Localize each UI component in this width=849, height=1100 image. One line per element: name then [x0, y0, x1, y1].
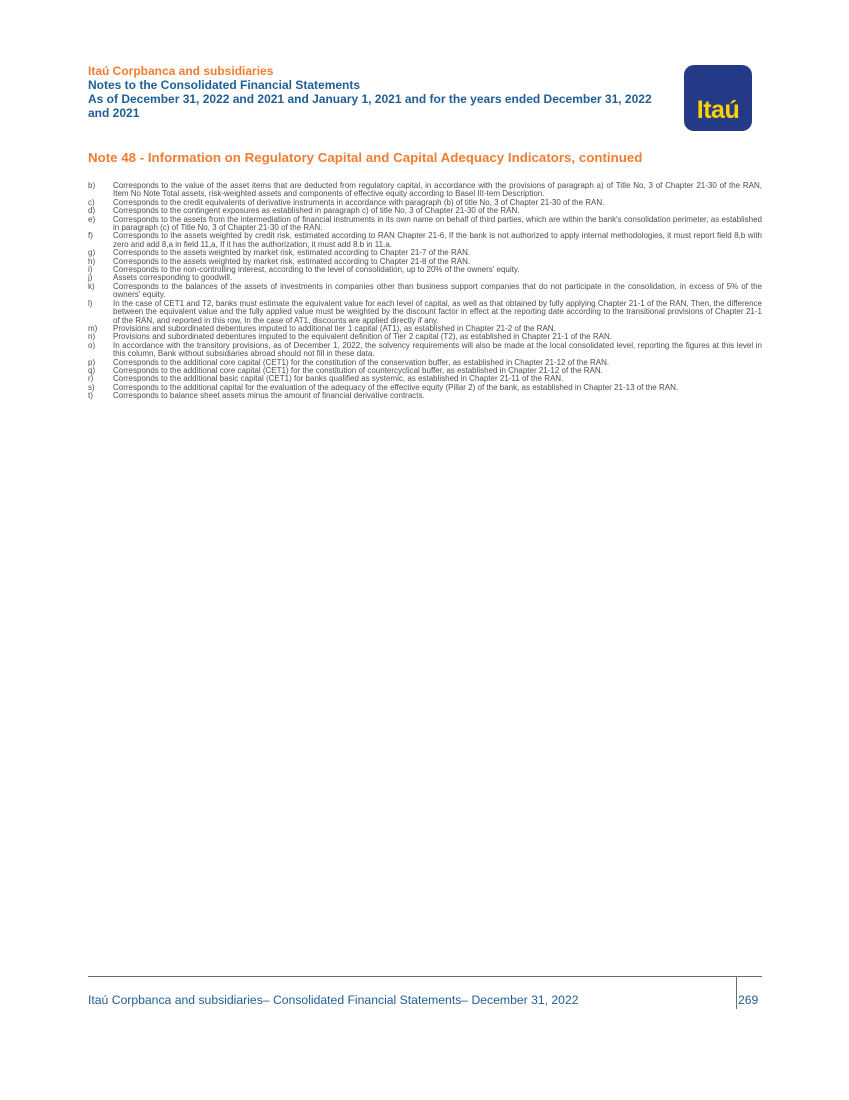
note-marker: l) — [88, 298, 93, 308]
note-text: Assets corresponding to goodwill. — [113, 273, 233, 283]
note-text: Corresponds to the value of the asset items that are deducted from regulatory capital, in accordance with the provisions of paragraph a) of Title No, 3 of Chapter 21-30 of the RAN, Item No Note Total assets, risk-weighted assets and components of effective equity according to Basel III-tem Description. — [113, 181, 762, 199]
note-text: Corresponds to the additional core capital (CET1) for the constitution of countercyclical buffer, as established in Chapter 21-12 of the RAN. — [113, 365, 603, 375]
note-marker: p) — [88, 357, 96, 367]
page-number: 269 — [738, 993, 759, 1007]
note-item — [88, 216, 762, 233]
note-text: Corresponds to the assets from the intermediation of financial instruments in its own name on behalf of third parties, which are within the bank's consolidation perimeter, as established in paragraph (c) of Title No, 3 of Chapter 21-30 of the RAN. — [113, 214, 762, 233]
logo-text: Itaú — [696, 96, 740, 124]
note-marker: f) — [88, 231, 93, 241]
note-marker: s) — [88, 382, 95, 392]
header-subtitle: Notes to the Consolidated Financial Statements — [88, 78, 361, 92]
note-marker: e) — [88, 214, 96, 224]
company-name: Itaú Corpbanca and subsidiaries — [88, 64, 274, 78]
header-period: As of December 31, 2022 and 2021 and January 1, 2021 and for the years ended December 31, 2022 — [88, 92, 652, 106]
note-marker: n) — [88, 332, 96, 342]
footer-divider — [88, 976, 762, 977]
note-item — [88, 283, 762, 300]
note-marker: m) — [88, 323, 98, 333]
note-item — [88, 232, 762, 249]
note-text: Corresponds to the contingent exposures as established in paragraph c) of title No, 3 of Chapter 21-30 of the RAN. — [113, 206, 520, 216]
note-text: Provisions and subordinated debentures imputed to the equivalent definition of Tier 2 capital (T2), as established in Chapter 21-1 of the RAN. — [113, 332, 612, 342]
note-text: Corresponds to the additional basic capital (CET1) for banks qualified as systemic, as established in Chapter 21-11 of the RAN. — [113, 374, 564, 384]
note-text: Corresponds to the assets weighted by credit risk, estimated according to RAN Chapter 21-6, If the bank is not authorized to apply internal methodologies, it must report field 8,b with zero and add 8,a in field 11,a, If it has the authorization, it must add 8.b in 11.a. — [113, 231, 762, 249]
note-marker: j) — [88, 273, 93, 283]
note-text: Corresponds to the additional core capital (CET1) for the constitution of the conservation buffer, as established in Chapter 21-12 of the RAN. — [113, 357, 610, 367]
note-text: Corresponds to balance sheet assets minus the amount of financial derivative contracts. — [113, 391, 425, 401]
note-item — [88, 392, 762, 400]
note-item — [88, 300, 762, 325]
note-marker: c) — [88, 197, 95, 207]
footer-text: Itaú Corpbanca and subsidiaries– Consolidated Financial Statements– December 31, 2022 — [88, 993, 579, 1007]
footer-page-divider — [736, 976, 737, 1009]
note-item — [88, 182, 762, 199]
note-text: In accordance with the transitory provisions, as of December 1, 2022, the solvency requirements will also be made at the local consolidated level, reporting the figures at this level in this column, Bank without subsidiaries abroad should not fill in these data. — [113, 340, 762, 359]
itau-logo — [684, 65, 752, 131]
note-marker: i) — [88, 265, 93, 275]
note-marker: b) — [88, 181, 96, 190]
note-marker: o) — [88, 340, 96, 350]
note-text: Corresponds to the non-controlling interest, according to the level of consolidation, up to 20% of the owners' equity. — [113, 265, 520, 275]
note-text: Corresponds to the balances of the assets of investments in companies other than business support companies that do not participate in the consolidation, in excess of 5% of the owners' equity. — [113, 281, 762, 300]
note-text: Provisions and subordinated debentures imputed to additional tier 1 capital (AT1), as established in Chapter 21-2 of the RAN. — [113, 323, 556, 333]
note-marker: h) — [88, 256, 96, 266]
note-text: Corresponds to the additional capital for the evaluation of the adequacy of the effective equity (Pillar 2) of the bank, as established in Chapter 21-13 of the RAN. — [113, 382, 679, 392]
note-marker: t) — [88, 391, 93, 401]
note-text: Corresponds to the assets weighted by market risk, estimated according to Chapter 21-7 of the RAN. — [113, 248, 471, 258]
note-title: Note 48 - Information on Regulatory Capital and Capital Adequacy Indicators, continued — [88, 150, 643, 165]
header-period-continued: and 2021 — [88, 106, 140, 120]
note-marker: d) — [88, 206, 96, 216]
note-marker: r) — [88, 374, 94, 384]
note-text: Corresponds to the assets weighted by market risk, estimated according to Chapter 21-8 of the RAN. — [113, 256, 471, 266]
note-marker: g) — [88, 248, 96, 258]
document-header — [88, 64, 688, 120]
note-marker: k) — [88, 281, 95, 291]
notes-list — [88, 182, 762, 401]
note-text: In the case of CET1 and T2, banks must estimate the equivalent value for each level of capital, as well as that obtained by fully applying Chapter 21-1 of the RAN, Then, the difference between the equivalent value and the fully applied value must be weighted by the discount factor in effect at the reporting date according to the transitional provisions of Chapter 21-1 of the RAN, and reported in this row, In the case of AT1, discounts are applied directly if any. — [113, 298, 762, 325]
note-marker: q) — [88, 365, 96, 375]
note-item — [88, 342, 762, 359]
note-text: Corresponds to the credit equivalents of derivative instruments in accordance with paragraph (b) of title No, 3 of Chapter 21-30 of the RAN. — [113, 197, 605, 207]
